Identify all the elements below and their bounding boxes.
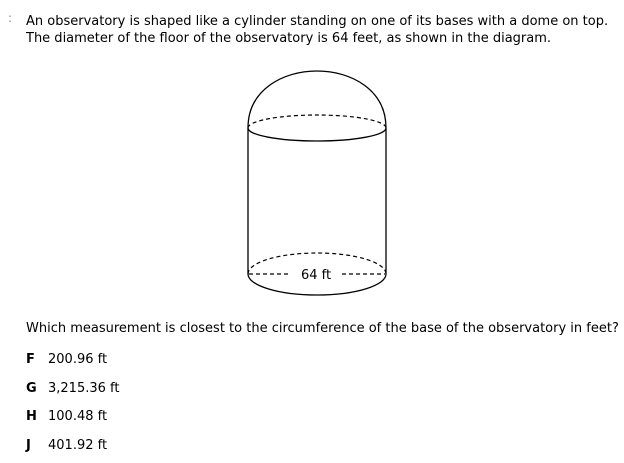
top-ellipse-front [248,128,386,141]
answer-choice-f[interactable] [26,351,107,368]
question-text: Which measurement is closest to the circumference of the base of the observatory in feet? [26,321,619,336]
top-ellipse-back [248,115,386,128]
choice-letter: G [26,381,37,396]
problem-stem: An observatory is shaped like a cylinder standing on one of its bases with a dome on top. The diameter of the floor of the observatory is 64 feet, as shown in the diagram. [26,14,609,46]
answer-choice-j[interactable] [26,437,107,454]
diameter-label: 64 ft [300,268,332,283]
choice-letter: J [26,438,31,453]
dome-outline [248,71,386,128]
choice-text: 200.96 ft [48,352,108,367]
choice-letter: F [26,352,35,367]
answer-choice-g[interactable] [26,380,119,397]
choice-text: 3,215.36 ft [48,381,120,396]
choice-letter: H [26,409,37,424]
observatory-diagram [230,60,410,310]
choice-text: 401.92 ft [48,438,108,453]
question-marker: : [8,11,13,25]
choice-text: 100.48 ft [48,409,108,424]
answer-choice-h[interactable] [26,408,107,425]
